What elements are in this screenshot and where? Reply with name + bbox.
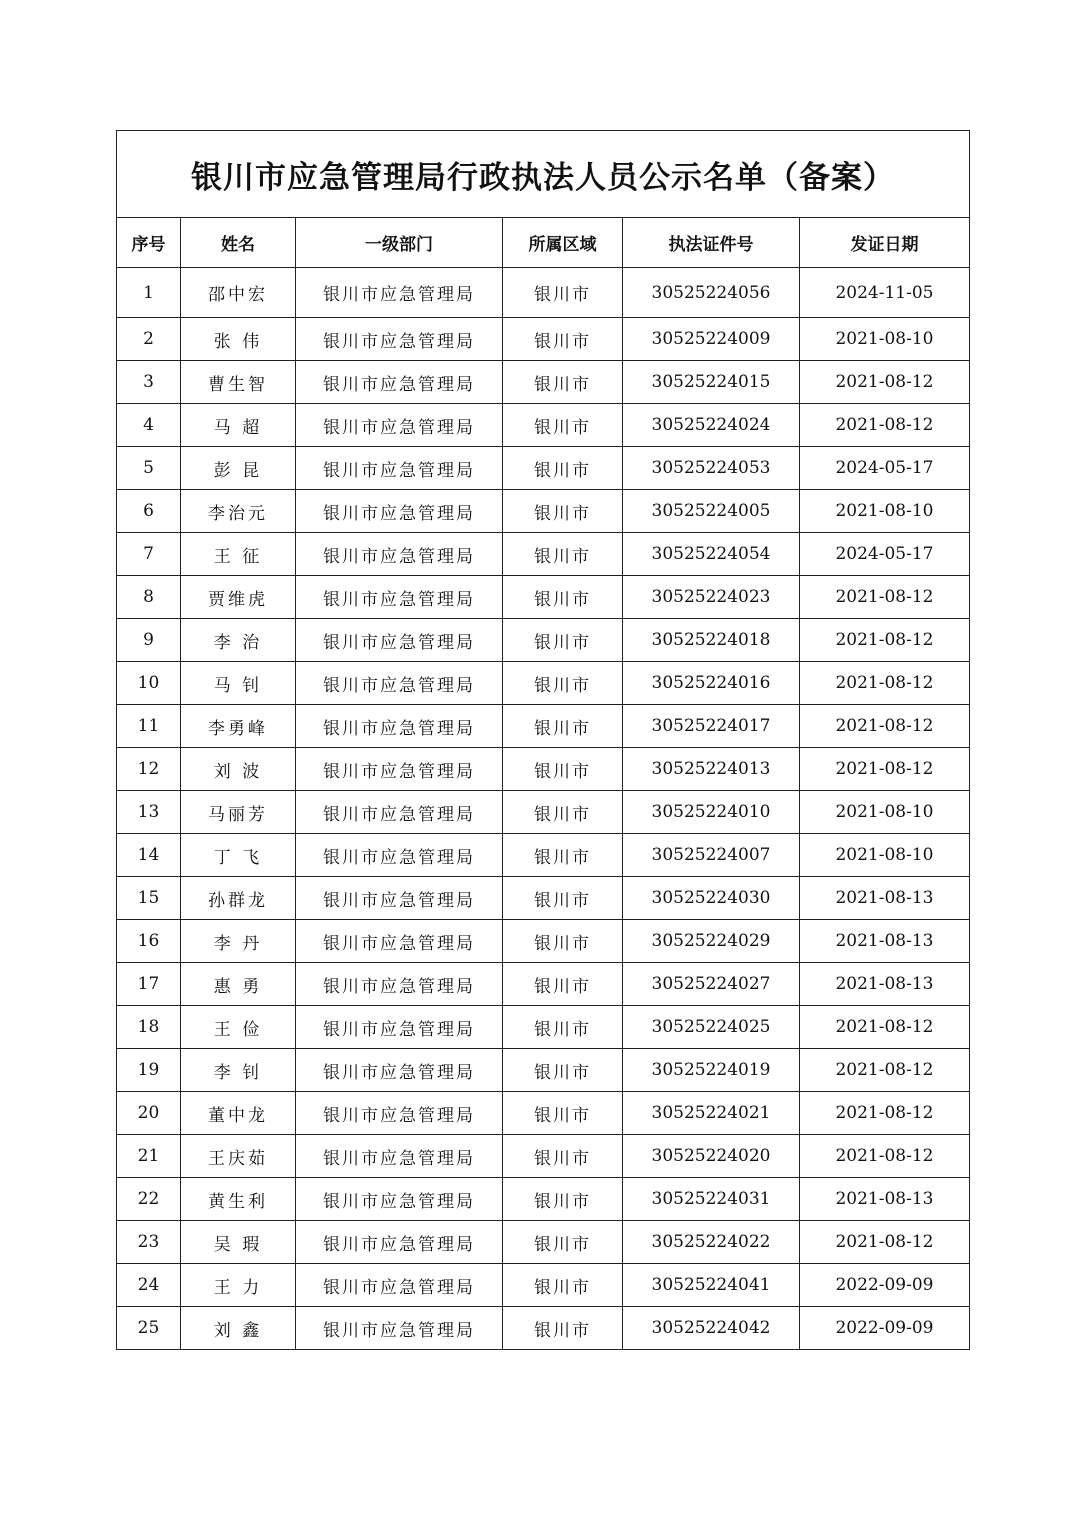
cell-issue-date: 2021-08-12 bbox=[800, 404, 970, 447]
cell-index: 8 bbox=[117, 576, 181, 619]
table-row bbox=[117, 1006, 970, 1049]
cell-name: 刘 鑫 bbox=[181, 1307, 296, 1350]
cell-name: 董中龙 bbox=[181, 1092, 296, 1135]
title-row bbox=[117, 131, 970, 218]
table-row bbox=[117, 490, 970, 533]
cell-department: 银川市应急管理局 bbox=[296, 834, 503, 877]
cell-department: 银川市应急管理局 bbox=[296, 705, 503, 748]
table-row bbox=[117, 963, 970, 1006]
table-row bbox=[117, 877, 970, 920]
cell-area: 银川市 bbox=[503, 1178, 623, 1221]
cell-issue-date: 2021-08-12 bbox=[800, 1006, 970, 1049]
cell-issue-date: 2021-08-12 bbox=[800, 361, 970, 404]
cell-certificate-number: 30525224053 bbox=[623, 447, 800, 490]
cell-certificate-number: 30525224023 bbox=[623, 576, 800, 619]
table-row bbox=[117, 268, 970, 318]
cell-issue-date: 2021-08-12 bbox=[800, 1135, 970, 1178]
cell-issue-date: 2021-08-12 bbox=[800, 705, 970, 748]
cell-department: 银川市应急管理局 bbox=[296, 318, 503, 361]
cell-name: 刘 波 bbox=[181, 748, 296, 791]
cell-area: 银川市 bbox=[503, 1264, 623, 1307]
cell-certificate-number: 30525224019 bbox=[623, 1049, 800, 1092]
cell-department: 银川市应急管理局 bbox=[296, 1135, 503, 1178]
table-row bbox=[117, 361, 970, 404]
cell-certificate-number: 30525224009 bbox=[623, 318, 800, 361]
cell-issue-date: 2021-08-10 bbox=[800, 834, 970, 877]
cell-area: 银川市 bbox=[503, 705, 623, 748]
table-row bbox=[117, 748, 970, 791]
cell-index: 1 bbox=[117, 268, 181, 318]
cell-department: 银川市应急管理局 bbox=[296, 1092, 503, 1135]
cell-area: 银川市 bbox=[503, 1135, 623, 1178]
column-header-area: 所属区域 bbox=[503, 218, 623, 268]
cell-index: 20 bbox=[117, 1092, 181, 1135]
cell-area: 银川市 bbox=[503, 1049, 623, 1092]
cell-certificate-number: 30525224030 bbox=[623, 877, 800, 920]
cell-name: 李治元 bbox=[181, 490, 296, 533]
cell-department: 银川市应急管理局 bbox=[296, 361, 503, 404]
cell-index: 21 bbox=[117, 1135, 181, 1178]
cell-index: 13 bbox=[117, 791, 181, 834]
table-row bbox=[117, 1092, 970, 1135]
cell-index: 15 bbox=[117, 877, 181, 920]
cell-department: 银川市应急管理局 bbox=[296, 1307, 503, 1350]
cell-department: 银川市应急管理局 bbox=[296, 447, 503, 490]
cell-area: 银川市 bbox=[503, 404, 623, 447]
cell-name: 孙群龙 bbox=[181, 877, 296, 920]
cell-issue-date: 2021-08-12 bbox=[800, 576, 970, 619]
cell-certificate-number: 30525224021 bbox=[623, 1092, 800, 1135]
cell-issue-date: 2021-08-13 bbox=[800, 877, 970, 920]
cell-issue-date: 2021-08-12 bbox=[800, 1221, 970, 1264]
cell-department: 银川市应急管理局 bbox=[296, 1264, 503, 1307]
column-header-certificate: 执法证件号 bbox=[623, 218, 800, 268]
table-row bbox=[117, 318, 970, 361]
table-row bbox=[117, 705, 970, 748]
cell-certificate-number: 30525224018 bbox=[623, 619, 800, 662]
cell-name: 王 力 bbox=[181, 1264, 296, 1307]
cell-name: 王庆茹 bbox=[181, 1135, 296, 1178]
cell-index: 3 bbox=[117, 361, 181, 404]
cell-certificate-number: 30525224056 bbox=[623, 268, 800, 318]
cell-certificate-number: 30525224013 bbox=[623, 748, 800, 791]
table-row bbox=[117, 619, 970, 662]
column-header-index: 序号 bbox=[117, 218, 181, 268]
cell-index: 18 bbox=[117, 1006, 181, 1049]
cell-department: 银川市应急管理局 bbox=[296, 268, 503, 318]
cell-name: 丁 飞 bbox=[181, 834, 296, 877]
cell-area: 银川市 bbox=[503, 361, 623, 404]
cell-issue-date: 2021-08-13 bbox=[800, 963, 970, 1006]
cell-issue-date: 2021-08-13 bbox=[800, 1178, 970, 1221]
cell-issue-date: 2021-08-13 bbox=[800, 920, 970, 963]
table-row bbox=[117, 834, 970, 877]
cell-area: 银川市 bbox=[503, 877, 623, 920]
cell-name: 王 征 bbox=[181, 533, 296, 576]
cell-index: 5 bbox=[117, 447, 181, 490]
cell-certificate-number: 30525224017 bbox=[623, 705, 800, 748]
cell-certificate-number: 30525224024 bbox=[623, 404, 800, 447]
cell-department: 银川市应急管理局 bbox=[296, 963, 503, 1006]
cell-certificate-number: 30525224025 bbox=[623, 1006, 800, 1049]
cell-name: 李 钊 bbox=[181, 1049, 296, 1092]
cell-index: 12 bbox=[117, 748, 181, 791]
cell-name: 彭 昆 bbox=[181, 447, 296, 490]
cell-department: 银川市应急管理局 bbox=[296, 1006, 503, 1049]
cell-certificate-number: 30525224027 bbox=[623, 963, 800, 1006]
cell-issue-date: 2024-11-05 bbox=[800, 268, 970, 318]
roster-sheet bbox=[116, 130, 969, 1350]
cell-department: 银川市应急管理局 bbox=[296, 920, 503, 963]
cell-certificate-number: 30525224020 bbox=[623, 1135, 800, 1178]
cell-name: 李勇峰 bbox=[181, 705, 296, 748]
table-row bbox=[117, 533, 970, 576]
cell-area: 银川市 bbox=[503, 920, 623, 963]
cell-department: 银川市应急管理局 bbox=[296, 490, 503, 533]
cell-issue-date: 2021-08-10 bbox=[800, 318, 970, 361]
cell-area: 银川市 bbox=[503, 1307, 623, 1350]
personnel-table bbox=[116, 130, 970, 1350]
table-row bbox=[117, 1264, 970, 1307]
cell-name: 曹生智 bbox=[181, 361, 296, 404]
cell-area: 银川市 bbox=[503, 533, 623, 576]
cell-name: 李 丹 bbox=[181, 920, 296, 963]
cell-index: 6 bbox=[117, 490, 181, 533]
cell-area: 银川市 bbox=[503, 834, 623, 877]
cell-department: 银川市应急管理局 bbox=[296, 1178, 503, 1221]
cell-name: 黄生利 bbox=[181, 1178, 296, 1221]
cell-name: 张 伟 bbox=[181, 318, 296, 361]
table-row bbox=[117, 404, 970, 447]
cell-area: 银川市 bbox=[503, 662, 623, 705]
cell-area: 银川市 bbox=[503, 963, 623, 1006]
table-row bbox=[117, 662, 970, 705]
cell-index: 7 bbox=[117, 533, 181, 576]
cell-index: 9 bbox=[117, 619, 181, 662]
cell-certificate-number: 30525224029 bbox=[623, 920, 800, 963]
cell-department: 银川市应急管理局 bbox=[296, 576, 503, 619]
cell-index: 23 bbox=[117, 1221, 181, 1264]
column-header-department: 一级部门 bbox=[296, 218, 503, 268]
table-row bbox=[117, 1221, 970, 1264]
table-row bbox=[117, 576, 970, 619]
cell-name: 王 俭 bbox=[181, 1006, 296, 1049]
cell-issue-date: 2021-08-12 bbox=[800, 748, 970, 791]
cell-index: 14 bbox=[117, 834, 181, 877]
cell-area: 银川市 bbox=[503, 447, 623, 490]
document-title: 银川市应急管理局行政执法人员公示名单（备案） bbox=[117, 131, 970, 218]
table-body bbox=[117, 268, 970, 1350]
cell-certificate-number: 30525224054 bbox=[623, 533, 800, 576]
table-row bbox=[117, 1049, 970, 1092]
table-row bbox=[117, 1307, 970, 1350]
column-header-name: 姓名 bbox=[181, 218, 296, 268]
cell-area: 银川市 bbox=[503, 1092, 623, 1135]
cell-issue-date: 2021-08-12 bbox=[800, 662, 970, 705]
cell-name: 贾维虎 bbox=[181, 576, 296, 619]
cell-department: 银川市应急管理局 bbox=[296, 619, 503, 662]
cell-area: 银川市 bbox=[503, 1221, 623, 1264]
cell-index: 16 bbox=[117, 920, 181, 963]
cell-department: 银川市应急管理局 bbox=[296, 404, 503, 447]
cell-certificate-number: 30525224041 bbox=[623, 1264, 800, 1307]
cell-name: 邵中宏 bbox=[181, 268, 296, 318]
cell-name: 马 超 bbox=[181, 404, 296, 447]
cell-issue-date: 2024-05-17 bbox=[800, 447, 970, 490]
cell-name: 吴 瑕 bbox=[181, 1221, 296, 1264]
cell-area: 银川市 bbox=[503, 490, 623, 533]
cell-index: 2 bbox=[117, 318, 181, 361]
cell-certificate-number: 30525224031 bbox=[623, 1178, 800, 1221]
cell-department: 银川市应急管理局 bbox=[296, 1221, 503, 1264]
cell-issue-date: 2022-09-09 bbox=[800, 1264, 970, 1307]
cell-department: 银川市应急管理局 bbox=[296, 662, 503, 705]
cell-name: 惠 勇 bbox=[181, 963, 296, 1006]
column-header-issue-date: 发证日期 bbox=[800, 218, 970, 268]
cell-area: 银川市 bbox=[503, 619, 623, 662]
cell-name: 马 钊 bbox=[181, 662, 296, 705]
cell-issue-date: 2021-08-12 bbox=[800, 1049, 970, 1092]
cell-department: 银川市应急管理局 bbox=[296, 877, 503, 920]
cell-certificate-number: 30525224015 bbox=[623, 361, 800, 404]
table-row bbox=[117, 1178, 970, 1221]
cell-area: 银川市 bbox=[503, 1006, 623, 1049]
cell-issue-date: 2024-05-17 bbox=[800, 533, 970, 576]
cell-department: 银川市应急管理局 bbox=[296, 1049, 503, 1092]
cell-area: 银川市 bbox=[503, 268, 623, 318]
cell-certificate-number: 30525224022 bbox=[623, 1221, 800, 1264]
cell-certificate-number: 30525224007 bbox=[623, 834, 800, 877]
cell-index: 17 bbox=[117, 963, 181, 1006]
cell-area: 银川市 bbox=[503, 318, 623, 361]
table-row bbox=[117, 920, 970, 963]
cell-index: 24 bbox=[117, 1264, 181, 1307]
cell-index: 19 bbox=[117, 1049, 181, 1092]
table-row bbox=[117, 791, 970, 834]
cell-certificate-number: 30525224016 bbox=[623, 662, 800, 705]
table-header bbox=[117, 218, 970, 268]
cell-index: 10 bbox=[117, 662, 181, 705]
table-row bbox=[117, 1135, 970, 1178]
cell-name: 马丽芳 bbox=[181, 791, 296, 834]
cell-certificate-number: 30525224010 bbox=[623, 791, 800, 834]
cell-area: 银川市 bbox=[503, 576, 623, 619]
cell-department: 银川市应急管理局 bbox=[296, 748, 503, 791]
cell-index: 25 bbox=[117, 1307, 181, 1350]
cell-issue-date: 2021-08-10 bbox=[800, 791, 970, 834]
cell-certificate-number: 30525224042 bbox=[623, 1307, 800, 1350]
cell-index: 22 bbox=[117, 1178, 181, 1221]
cell-issue-date: 2022-09-09 bbox=[800, 1307, 970, 1350]
cell-issue-date: 2021-08-10 bbox=[800, 490, 970, 533]
table-row bbox=[117, 447, 970, 490]
cell-area: 银川市 bbox=[503, 791, 623, 834]
cell-index: 11 bbox=[117, 705, 181, 748]
cell-name: 李 治 bbox=[181, 619, 296, 662]
cell-certificate-number: 30525224005 bbox=[623, 490, 800, 533]
cell-issue-date: 2021-08-12 bbox=[800, 619, 970, 662]
cell-area: 银川市 bbox=[503, 748, 623, 791]
cell-index: 4 bbox=[117, 404, 181, 447]
cell-department: 银川市应急管理局 bbox=[296, 533, 503, 576]
cell-issue-date: 2021-08-12 bbox=[800, 1092, 970, 1135]
cell-department: 银川市应急管理局 bbox=[296, 791, 503, 834]
